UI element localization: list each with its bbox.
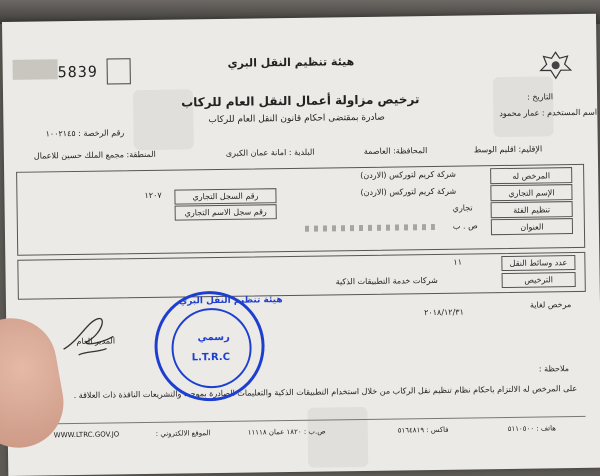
entity-type-label: تنظيم الفئة [491,201,573,218]
trade-name-value: شركة كريم لتوركس (الاردن) [360,186,457,198]
stamp-ring-text: هيئة تنظيم النقل البري [178,295,283,307]
vehicles-label: عدد وسائط النقل [501,255,575,271]
address-label: العنوان [491,218,573,235]
serial-box [107,58,131,84]
license-type-value: شركات خدمة التطبيقات الذكية [335,275,438,287]
footer-po-box: ص.ب : ١٨٢٠ عمان ١١١١٨ [247,427,326,437]
municipality-label: البلدية : امانة عمان الكبرى [225,147,315,158]
footer-fax: فاكس : ٥١٦٤٨١٩ [397,425,449,435]
notes-text: على المرخص له الالتزام باحكام نظام تنظيم نقل الركاب من خلال استخدام التطبيقات الذكية والتعليمات الصادرة بموجبه والتشريعات النافذة ذات العلاقة . [73,384,578,401]
entity-type-value: تجاري [452,203,473,213]
stamp-code: L.T.R.C [191,351,231,364]
footer-phone: هاتف : ٥١١٠٥٠٠ [507,424,556,433]
license-document [2,14,600,476]
ltrc-logo [13,59,58,80]
authority-title: هيئة تنظيم النقل البري [227,55,355,70]
footer-divider [20,416,586,425]
date-label: التاريخ : [527,92,554,102]
serial-number: 5839 [57,62,98,82]
footer-website-label: الموقع الالكتروني : [155,429,211,438]
commercial-reg-value: ١٢٠٧ [144,190,162,201]
trade-name-reg-label: رقم سجل الاسم التجاري [175,204,277,220]
license-subtitle: صادرة بمقتضى احكام قانون النقل العام للركاب [208,112,385,126]
licensee-label: المرخص له [490,167,572,184]
commercial-reg-label: رقم السجل التجاري [174,188,276,204]
address-value: ص . ب [452,221,478,231]
trade-name-label: الإسم التجاري [490,184,572,201]
licensee-value: شركة كريم لتوركس (الاردن) [360,169,457,181]
governorate-label: المحافظة: العاصمة [363,146,428,156]
region-label: الإقليم: اقليم الوسط [473,144,543,155]
license-title: ترخيص مزاولة أعمال النقل العام للركاب [181,92,420,110]
vehicles-value: ١١ [453,257,463,267]
watermark-logo [493,76,554,137]
area-label: المنطقة: مجمع الملك حسين للاعمال [33,149,156,161]
footer-website-link[interactable]: WWW.LTRC.GOV.JO [53,430,120,440]
valid-until-label: مرخص لغاية [529,300,572,310]
signature-label: المدير العام [76,336,116,346]
watermark-logo [307,407,368,468]
license-type-label: الترخيص [502,272,576,288]
jordan-crest-icon [537,50,573,80]
license-number: رقم الرخصة : ١٠٠٢١٤٥ [45,128,125,139]
official-stamp [154,290,283,402]
valid-until-value: ٢٠١٨/١٢/٣١ [424,307,464,318]
user-label: اسم المستخدم : عمار محمود [499,107,598,119]
stamp-official: رسمي [197,331,230,344]
notes-label: ملاحظة : [538,364,570,374]
